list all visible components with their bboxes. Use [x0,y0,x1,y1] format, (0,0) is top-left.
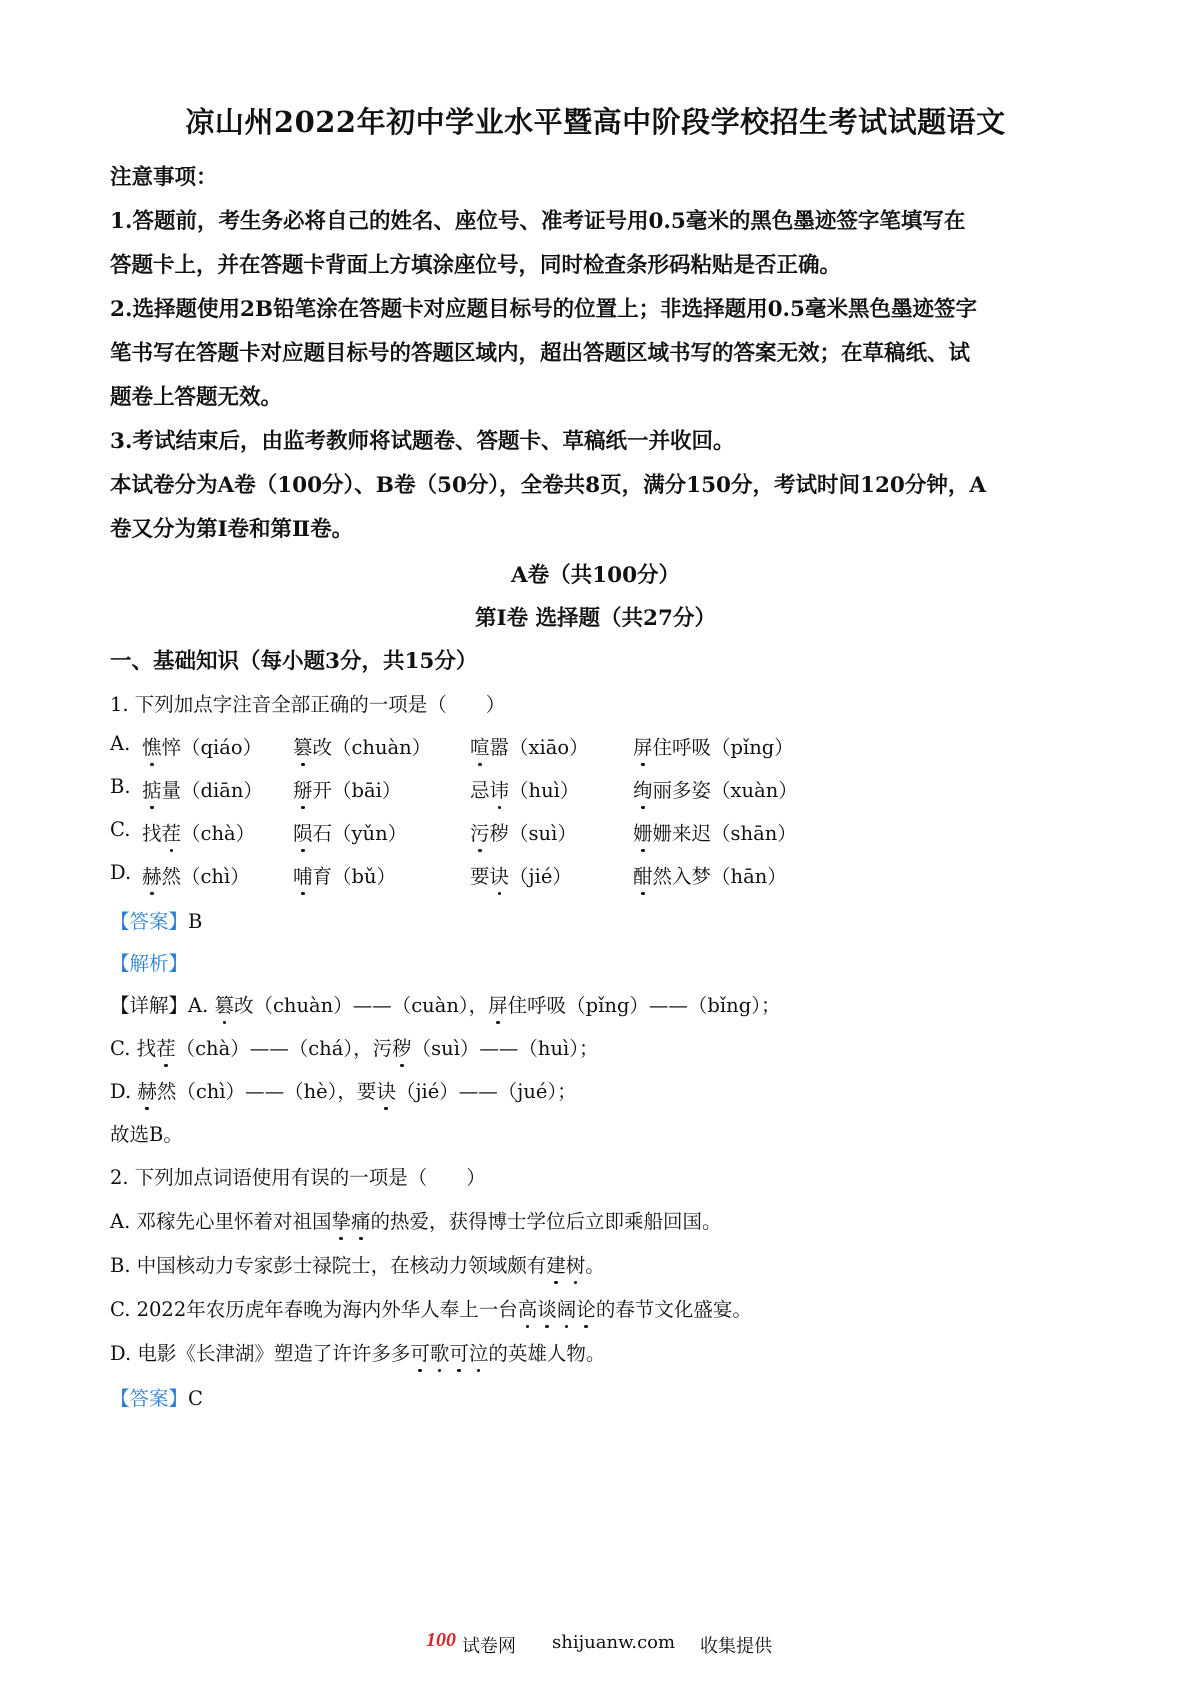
footer-site-name: 试卷网 [462,1636,516,1657]
dotted-char: 挚 [331,1206,351,1234]
section-heading: A卷（共100分） [510,563,681,588]
dotted-char: 阔 [557,1294,577,1322]
dotted-char: 掰 [293,775,313,803]
answer-tag: 【答案】 [110,1387,189,1410]
option-label: A. [110,732,131,755]
dotted-char: 绚 [633,775,653,803]
dotted-char: 篡 [293,732,313,760]
option-item: 姗姗来迟（shān） [633,818,797,846]
dotted-char: 屏 [633,732,653,760]
dotted-char: 哺 [293,861,313,889]
dotted-char: 树 [566,1250,586,1278]
notice-line: 1.答题前，考生务必将自己的姓名、座位号、准考证号用0.5毫米的黑色墨迹签字笔填写在 [110,209,966,234]
notice-line: 笔书写在答题卡对应题目标号的答题区域内，超出答题区域书写的答案无效；在草稿纸、试 [110,341,971,366]
dotted-term [546,1254,585,1277]
dotted-char: 憔 [142,732,162,760]
option-item: 陨石（yǔn） [293,818,407,846]
dotted-char: 酣 [633,861,653,889]
answer-line [110,906,202,934]
dotted-char: 建 [546,1250,566,1278]
dotted-char: 掂 [142,775,162,803]
option-item: 掂量（diān） [142,775,263,803]
detail-line: 【详解】A. 篡改（chuàn）——（cuàn），屏住呼吸（pǐng）——（bǐng）； [110,990,780,1018]
option-item: 要诀（jié） [470,861,572,889]
dotted-char: 高 [518,1294,538,1322]
notice-line: 本试卷分为A卷（100分）、B卷（50分），全卷共8页，满分150分，考试时间120分钟，A [110,473,987,498]
dotted-char: 茬 [162,818,182,846]
option-item: 找茬（chà） [142,818,255,846]
option-item: 掰开（bāi） [293,775,401,803]
answer-value: B [188,910,203,933]
dotted-char: 泣 [469,1338,489,1366]
option-label: B. [110,775,131,798]
answer-value: C [188,1387,203,1410]
question-stem: 1. 下列加点字注音全部正确的一项是（ ） [110,693,506,716]
option-item: 赫然（chì） [142,861,250,889]
option-item: 憔悴（qiáo） [142,732,262,760]
option-c: C. 2022年农历虎年春晚为海内外华人奉上一台高谈阔论的春节文化盛宴。 [110,1294,752,1322]
option-b: B. 中国核动力专家彭士禄院士，在核动力领域颇有建树。 [110,1250,605,1278]
option-item: 忌讳（huì） [470,775,579,803]
option-item: 篡改（chuàn） [293,732,431,760]
option-item: 屏住呼吸（pǐng） [633,732,794,760]
notice-line: 卷又分为第Ⅰ卷和第Ⅱ卷。 [110,517,354,542]
dotted-term [331,1210,370,1233]
option-label: D. [110,861,132,884]
footer-credit: 收集提供 [700,1636,772,1657]
conclusion-line: 故选B。 [110,1123,183,1146]
question-stem: 2. 下列加点词语使用有误的一项是（ ） [110,1166,486,1189]
dotted-char: 诀 [490,861,510,889]
dotted-char: 污 [470,818,490,846]
dotted-char: 可 [449,1338,469,1366]
option-label: C. [110,818,131,841]
page-title: 凉山州2022年初中学业水平暨高中阶段学校招生考试试题语文 [185,105,1006,139]
group-heading: 一、基础知识（每小题3分，共15分） [110,649,478,674]
notice-heading: 注意事项： [110,165,218,190]
analysis-tag: 【解析】 [110,952,189,975]
option-item: 喧嚣（xiāo） [470,732,589,760]
dotted-char: 论 [576,1294,596,1322]
option-item: 酣然入梦（hān） [633,861,787,889]
site-logo-icon [426,1628,466,1656]
part-heading: 第Ⅰ卷 选择题（共27分） [475,606,716,631]
option-d: D. 电影《长津湖》塑造了许许多多可歌可泣的英雄人物。 [110,1338,605,1366]
footer-domain[interactable]: shijuanw.com [552,1632,676,1653]
notice-line: 2.选择题使用2B铅笔涂在答题卡对应题目标号的位置上；非选择题用0.5毫米黑色墨迹签字 [110,297,977,322]
dotted-char: 喧 [470,732,490,760]
answer-tag: 【答案】 [110,910,189,933]
detail-line: C. 找茬（chà）——（chá），污秽（suì）——（huì）； [110,1033,599,1061]
dotted-char: 谈 [537,1294,557,1322]
answer-line [110,1383,203,1411]
option-item: 绚丽多姿（xuàn） [633,775,798,803]
dotted-term [518,1298,596,1321]
logo-text: 100 [426,1629,456,1651]
dotted-char: 赫 [142,861,162,889]
notice-line: 答题卡上，并在答题卡背面上方填涂座位号，同时检查条形码粘贴是否正确。 [110,253,842,278]
option-item: 污秽（suì） [470,818,577,846]
detail-line: D. 赫然（chì）——（hè），要诀（jié）——（jué）； [110,1076,577,1104]
option-item: 哺育（bǔ） [293,861,396,889]
dotted-char: 陨 [293,818,313,846]
option-a: A. 邓稼先心里怀着对祖国挚痛的热爱，获得博士学位后立即乘船回国。 [110,1206,722,1234]
dotted-char: 姗 [633,818,653,846]
dotted-char: 可 [410,1338,430,1366]
notice-line: 3.考试结束后，由监考教师将试题卷、答题卡、草稿纸一并收回。 [110,429,735,454]
notice-line: 题卷上答题无效。 [110,385,283,410]
dotted-char: 讳 [490,775,510,803]
detail-tag: 【详解】 [110,994,189,1017]
dotted-term [410,1342,488,1365]
dotted-char: 痛 [351,1206,371,1234]
dotted-char: 歌 [430,1338,450,1366]
